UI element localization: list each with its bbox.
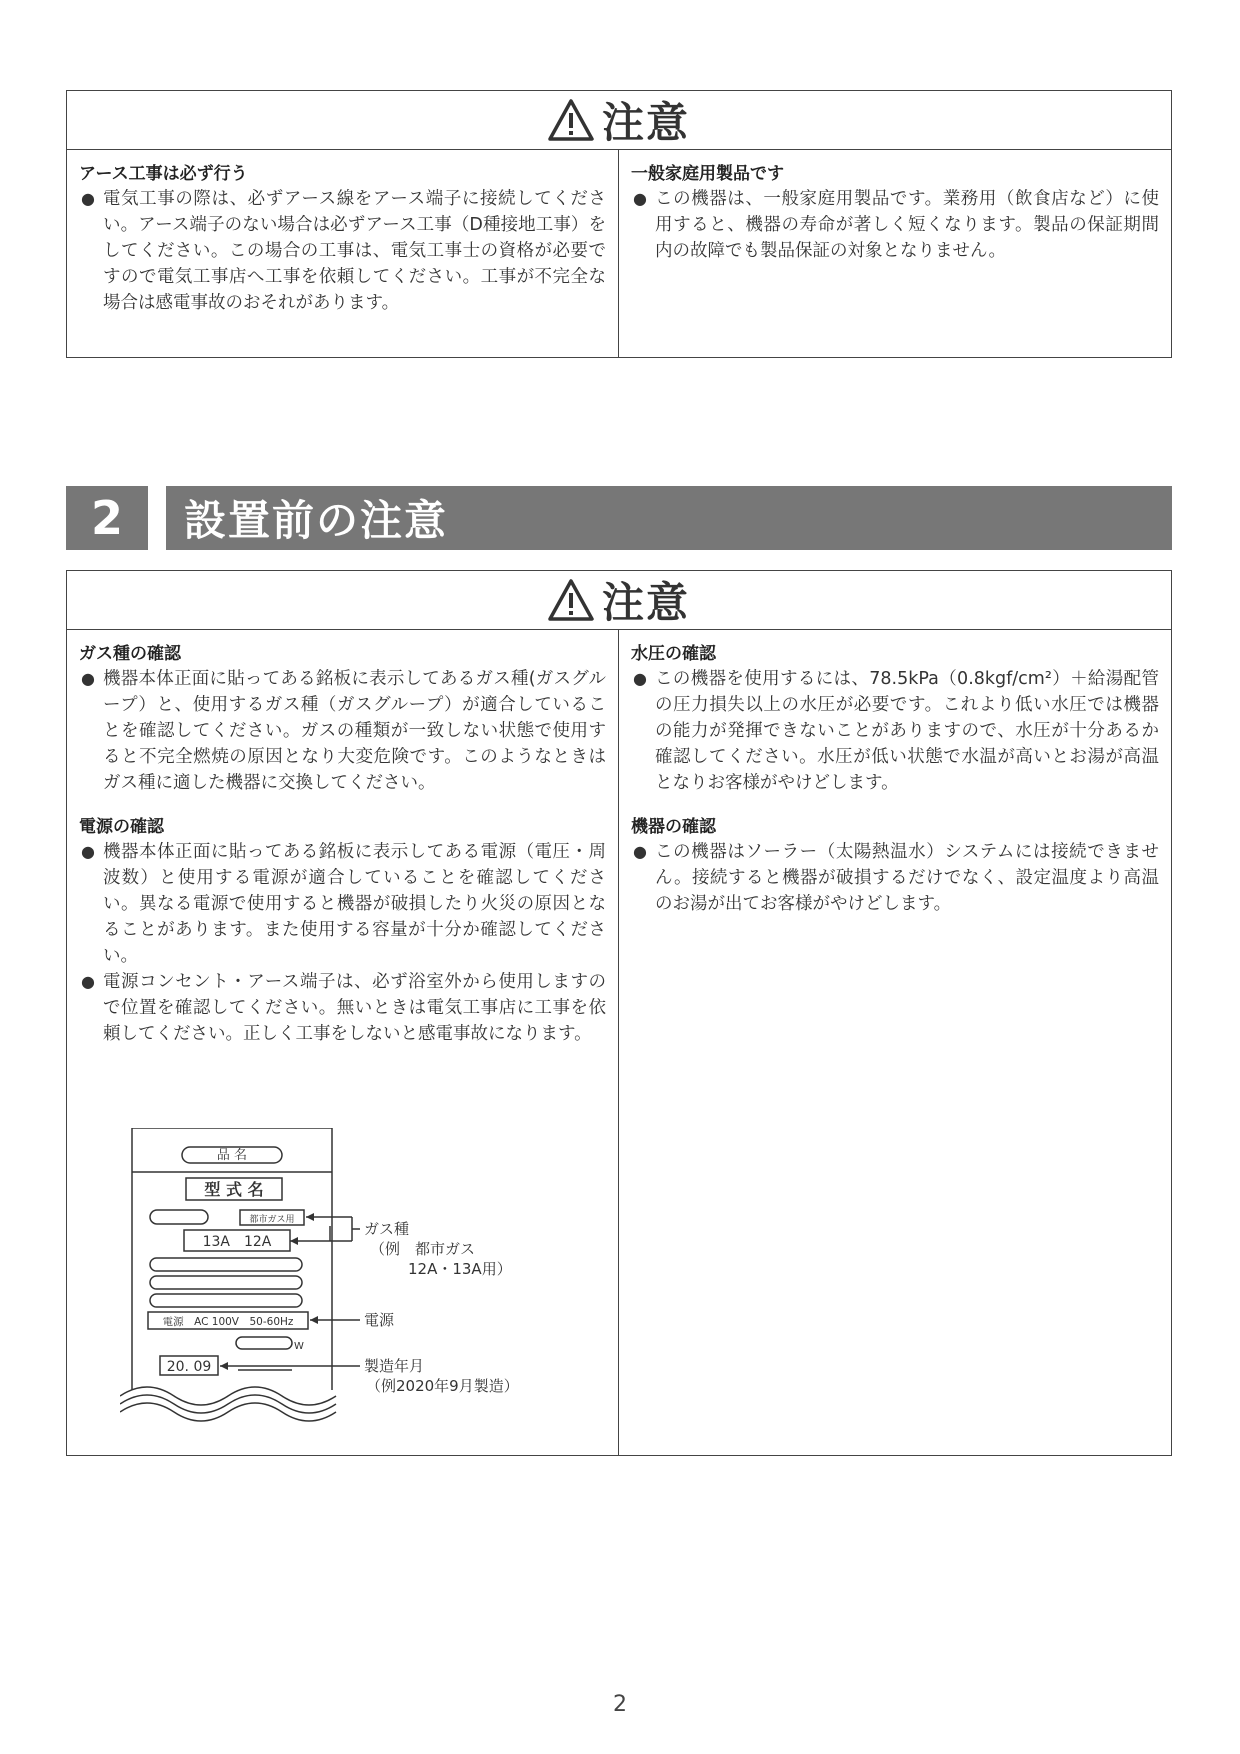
nameplate-gas-value: 13A 12A	[202, 1234, 272, 1250]
earth-heading: アース工事は必ず行う	[79, 164, 248, 184]
section-header	[66, 486, 1172, 550]
page-number: 2	[613, 1692, 627, 1717]
section-number: 2	[66, 486, 148, 550]
nameplate-power-value: 電源 AC 100V 50-60Hz	[162, 1316, 294, 1328]
label-gas-example-2: 12A・13A用）	[408, 1260, 512, 1278]
earth-item: ● 電気工事の際は、必ずアース線をアース端子に接続してください。アース端子のない場合は必ずアース工事（D種接地工事）をしてください。この場合の工事は、電気工事士の資格が必要ですので電気工事店へ工事を依頼してください。工事が不完全な場合は感電事故のおそれがあります。	[79, 186, 606, 316]
nameplate-product-name: 品 名	[216, 1148, 248, 1163]
warning-triangle-icon	[548, 98, 594, 142]
household-heading: 一般家庭用製品です	[631, 164, 784, 184]
box2-right-column	[619, 629, 1171, 1455]
gas-check-item: ● 機器本体正面に貼ってある銘板に表示してあるガス種(ガスグループ）と、使用するガス種（ガスグループ）が適合していることを確認してください。ガスの種類が一致しない状態で使用すると不完全燃焼の原因となり大変危険です。このようなときはガス種に適した機器に交換してください。	[79, 666, 606, 796]
nameplate-watt-unit: W	[294, 1341, 304, 1352]
power-check-item: ● 機器本体正面に貼ってある銘板に表示してある電源（電圧・周波数）と使用する電源が適合していることを確認してください。異なる電源で使用すると機器が破損したり火災の原因となることがあります。また使用する容量が十分か確認してください。	[79, 839, 606, 969]
box1-right-column	[619, 149, 1171, 357]
nameplate-diagram	[120, 1128, 580, 1438]
nameplate-date-value: 20. 09	[166, 1359, 212, 1375]
warning-triangle-icon	[548, 578, 594, 622]
gas-check-heading: ガス種の確認	[79, 644, 181, 664]
caution-header	[67, 91, 1171, 150]
caution-title: 注意	[601, 98, 690, 147]
power-check-heading: 電源の確認	[79, 817, 164, 837]
power-check-item: ● 電源コンセント・アース端子は、必ず浴室外から使用しますので位置を確認してください。無いときは電気工事店に工事を依頼してください。正しく工事をしないと感電事故になります。	[79, 969, 606, 1047]
box1-left-column	[67, 149, 619, 357]
household-item: ● この機器は、一般家庭用製品です。業務用（飲食店など）に使用すると、機器の寿命が著しく短くなります。製品の保証期間内の故障でも製品保証の対象となりません。	[631, 186, 1159, 264]
device-check-heading: 機器の確認	[631, 817, 716, 837]
device-check-item: ● この機器はソーラー（太陽熱温水）システムには接続できません。接続すると機器が破損するだけでなく、設定温度より高温のお湯が出てお客様がやけどします。	[631, 839, 1159, 917]
water-pressure-item: ● この機器を使用するには、78.5kPa（0.8kgf/cm²）＋給湯配管の圧力損失以上の水圧が必要です。これより低い水圧では機器の能力が発揮できないことがありますので、水圧が十分あるか確認してください。水圧が低い状態で水温が高いとお湯が高温となりお客様がやけどします。	[631, 666, 1159, 796]
label-date-example: （例2020年9月製造）	[366, 1377, 519, 1395]
nameplate-gas-tag: 都市ガス用	[249, 1215, 295, 1225]
nameplate-model-name: 型 式 名	[204, 1180, 264, 1199]
caution-header	[67, 571, 1171, 630]
caution-box-1	[66, 90, 1172, 358]
water-pressure-heading: 水圧の確認	[631, 644, 716, 664]
label-power: 電源	[364, 1311, 395, 1329]
caution-title: 注意	[601, 578, 690, 627]
label-date: 製造年月	[364, 1357, 425, 1375]
label-gas: ガス種	[364, 1220, 410, 1238]
label-gas-example-1: （例 都市ガス	[370, 1240, 476, 1258]
section-title: 設置前の注意	[166, 486, 1172, 550]
